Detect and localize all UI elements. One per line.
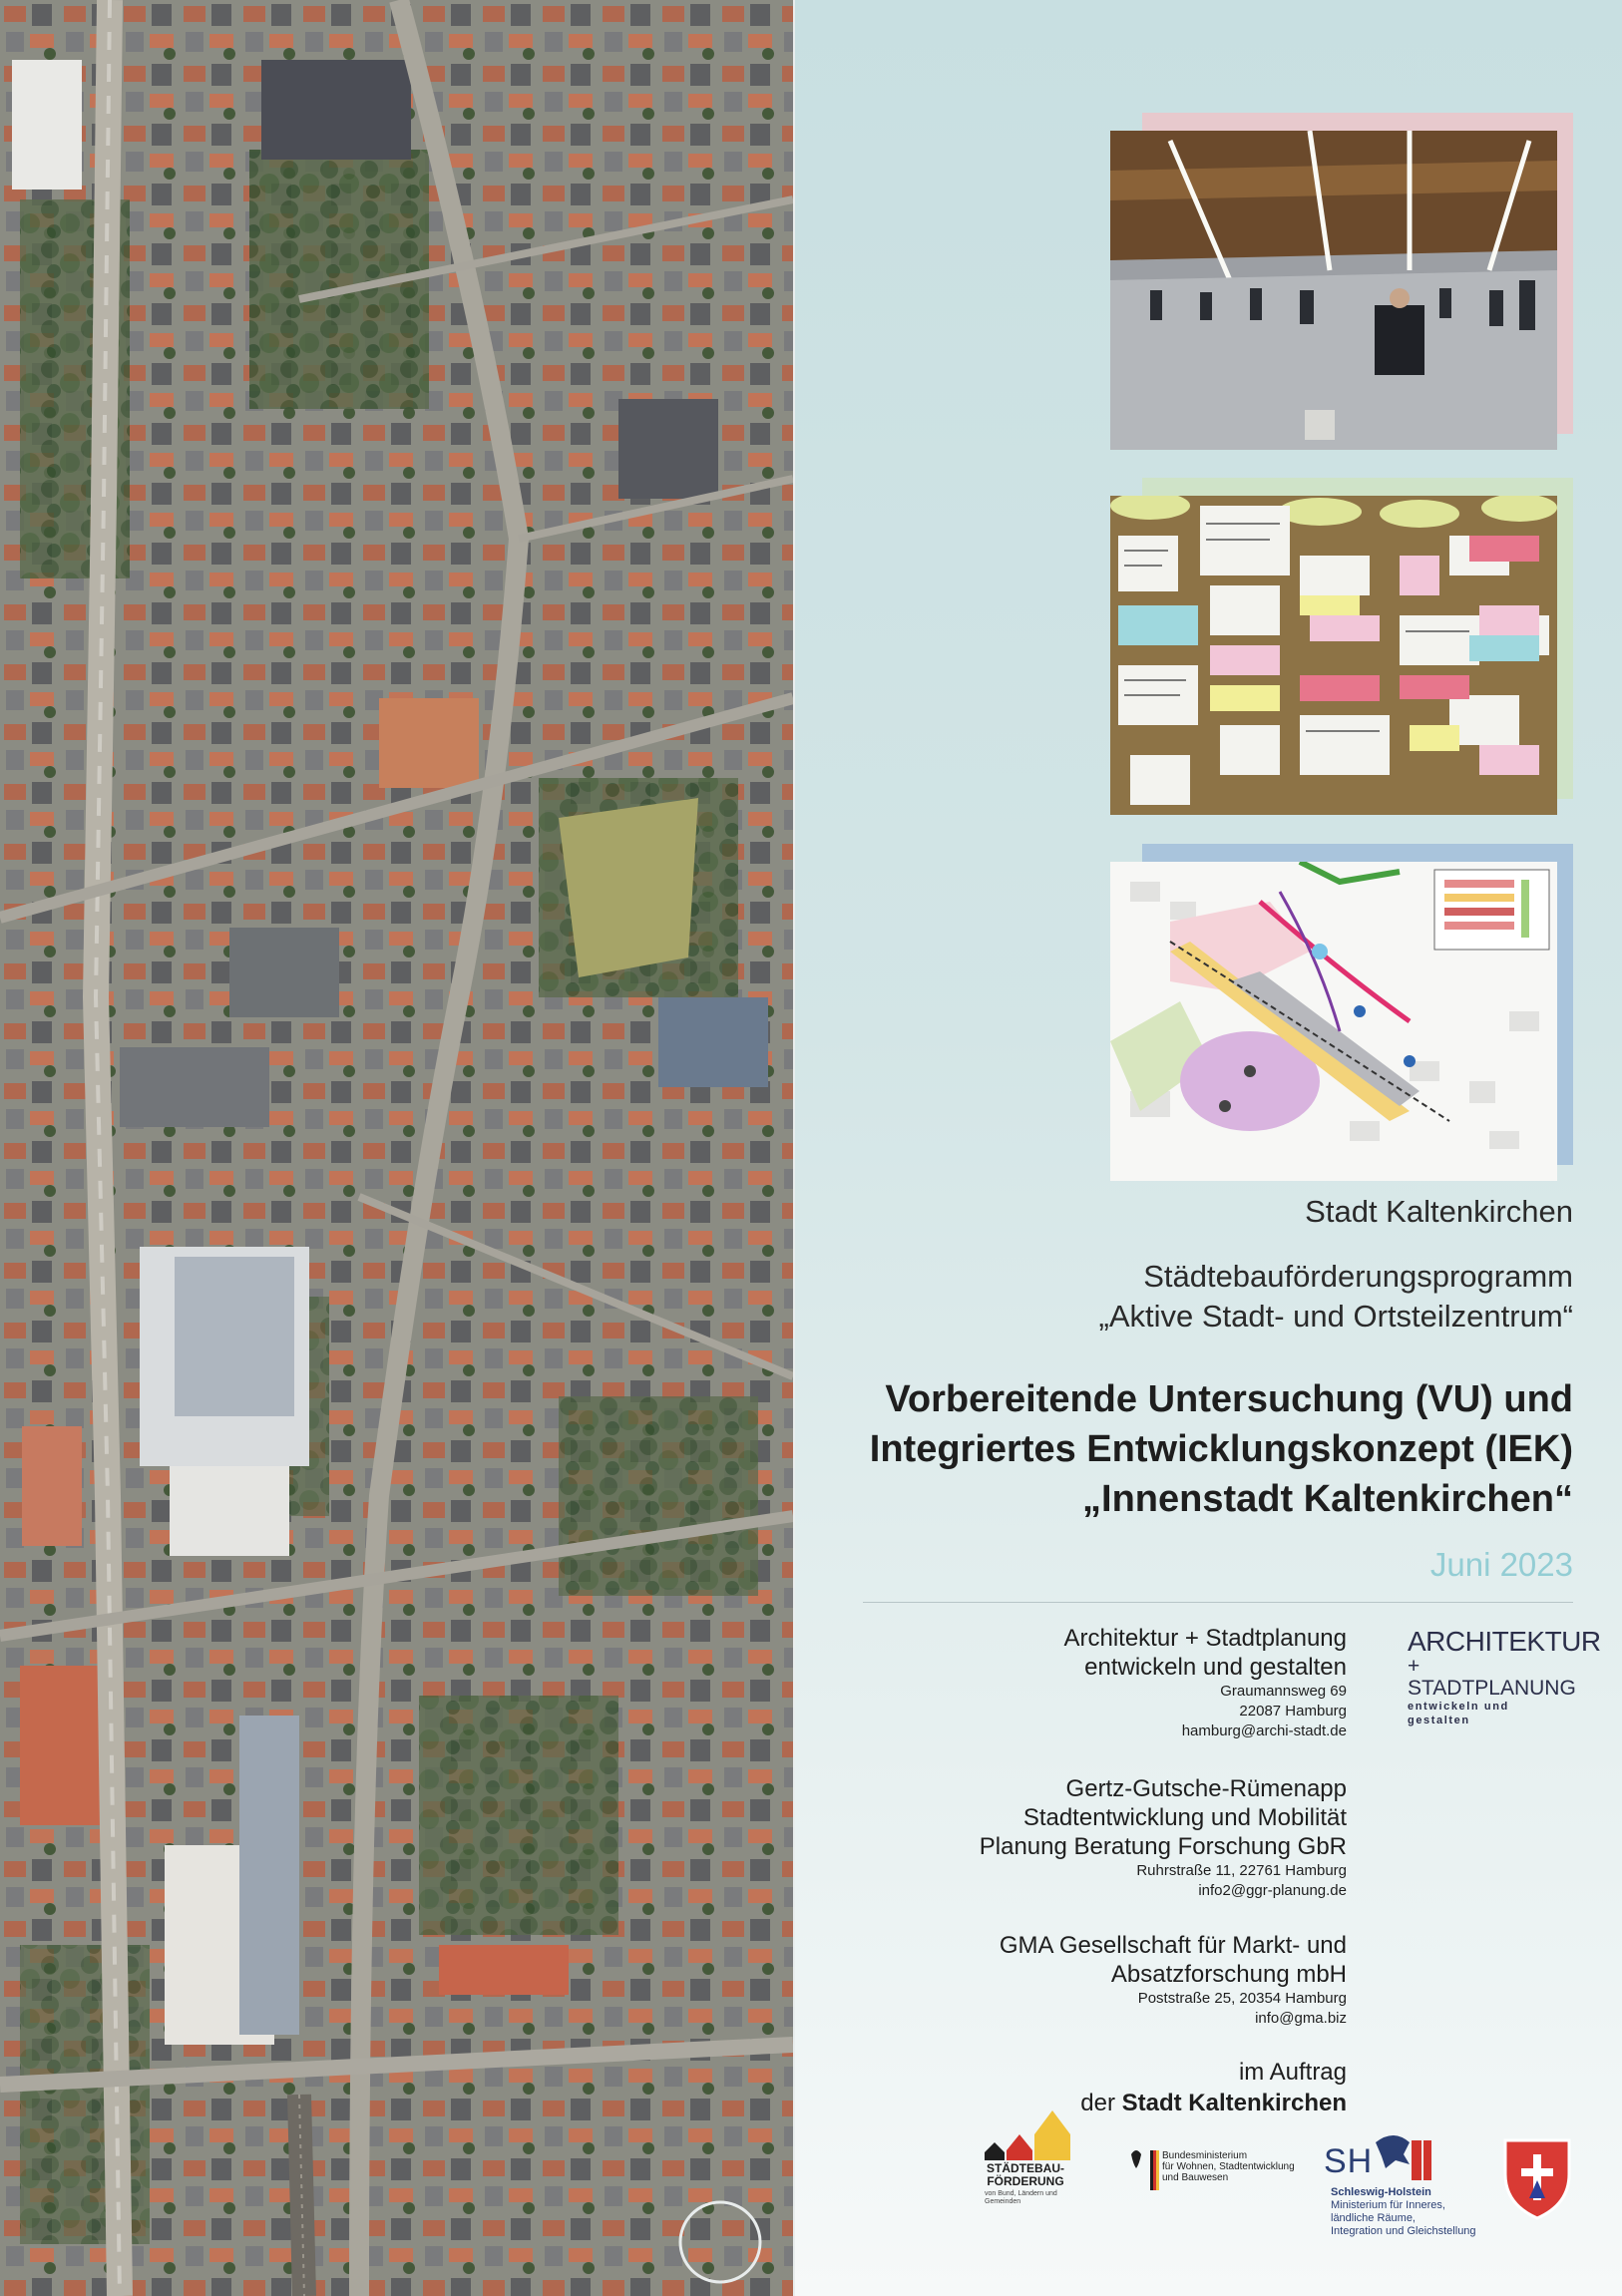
partner-gma bbox=[1000, 1931, 1347, 2029]
staedtebau-subtext: von Bund, Ländern und Gemeinden bbox=[985, 2190, 1057, 2205]
bmwsb-line-2: für Wohnen, Stadtentwicklung bbox=[1162, 2161, 1295, 2172]
partner-name: Architektur + Stadtplanung bbox=[1063, 1625, 1347, 1652]
photo-pinboard bbox=[1110, 496, 1557, 815]
partner-email[interactable]: info@gma.biz bbox=[1255, 2010, 1347, 2027]
sh-ministry-line-3: Integration und Gleichstellung bbox=[1331, 2225, 1476, 2237]
commission-line-1: im Auftrag bbox=[1238, 2059, 1347, 2086]
partner-address: Ruhrstraße 11, 22761 Hamburg bbox=[1136, 1862, 1347, 1879]
report-date: Juni 2023 bbox=[1429, 1546, 1573, 1583]
bmwsb-logo-text bbox=[1162, 2150, 1312, 2183]
staedtebau-logo-icon bbox=[985, 2110, 1070, 2160]
sh-ministry-line-2: ländliche Räume, bbox=[1331, 2212, 1416, 2224]
report-title-line-2: Integriertes Entwicklungskonzept (IEK) bbox=[869, 1428, 1573, 1470]
sh-lion-icon bbox=[1376, 2135, 1431, 2180]
partner-subtitle-2: Planung Beratung Forschung GbR bbox=[979, 1833, 1347, 1860]
report-title bbox=[870, 1374, 1573, 1524]
architektur-logo-line-3: entwickeln und gestalten bbox=[1408, 1701, 1509, 1726]
sh-state-name: Schleswig-Holstein bbox=[1331, 2186, 1431, 2198]
staedtebau-line-1: STÄDTEBAU- bbox=[987, 2161, 1064, 2175]
architektur-logo-line-2: + STADTPLANUNG bbox=[1408, 1655, 1576, 1700]
cover-panel bbox=[795, 0, 1622, 2296]
photo-workshop-hall bbox=[1110, 131, 1557, 450]
aerial-photo bbox=[0, 0, 793, 2296]
program-title bbox=[1099, 1257, 1574, 1337]
bmwsb-eagle-icon bbox=[1131, 2150, 1159, 2190]
city-name: Stadt Kaltenkirchen bbox=[1305, 1194, 1573, 1229]
partner-email[interactable]: hamburg@archi-stadt.de bbox=[1181, 1722, 1347, 1739]
partner-subtitle: entwickeln und gestalten bbox=[1084, 1654, 1347, 1681]
architektur-logo-line-1: ARCHITEKTUR bbox=[1408, 1626, 1601, 1657]
sh-abbr: SH bbox=[1324, 2142, 1374, 2180]
staedtebau-logo-text bbox=[983, 2162, 1068, 2188]
partner-name: GMA Gesellschaft für Markt- und bbox=[999, 1932, 1347, 1959]
sh-ministry-line-1: Ministerium für Inneres, bbox=[1331, 2199, 1445, 2211]
photo-planning-map bbox=[1110, 862, 1557, 1181]
report-title-line-3: „Innenstadt Kaltenkirchen“ bbox=[1082, 1478, 1573, 1520]
sh-ministry-text bbox=[1331, 2186, 1500, 2238]
partner-ggr bbox=[980, 1774, 1347, 1901]
partner-architektur bbox=[1063, 1624, 1347, 1741]
bmwsb-line-1: Bundesministerium bbox=[1162, 2150, 1248, 2161]
program-line-1: Städtebauförderungsprogramm bbox=[1143, 1259, 1573, 1294]
program-line-2: „Aktive Stadt- und Ortsteilzentrum“ bbox=[1098, 1299, 1573, 1334]
staedtebau-line-2: FÖRDERUNG bbox=[987, 2174, 1064, 2188]
report-title-line-1: Vorbereitende Untersuchung (VU) und bbox=[885, 1378, 1573, 1420]
bmwsb-line-3: und Bauwesen bbox=[1162, 2172, 1229, 2183]
kaltenkirchen-coat-of-arms-icon bbox=[1505, 2140, 1569, 2218]
partner-address: Graumannsweg 69 bbox=[1220, 1683, 1347, 1700]
partner-name: Gertz-Gutsche-Rümenapp bbox=[1065, 1775, 1347, 1802]
commission-prefix: der bbox=[1080, 2090, 1115, 2116]
commission-client: Stadt Kaltenkirchen bbox=[1121, 2090, 1347, 2116]
partner-subtitle: Absatzforschung mbH bbox=[1110, 1961, 1347, 1988]
partner-address: Poststraße 25, 20354 Hamburg bbox=[1137, 1990, 1347, 2007]
architektur-logo bbox=[1408, 1626, 1601, 1727]
divider-rule bbox=[863, 1602, 1573, 1603]
partner-subtitle: Stadtentwicklung und Mobilität bbox=[1022, 1804, 1347, 1831]
partner-email[interactable]: info2@ggr-planung.de bbox=[1198, 1882, 1347, 1899]
partner-city: 22087 Hamburg bbox=[1239, 1703, 1347, 1720]
